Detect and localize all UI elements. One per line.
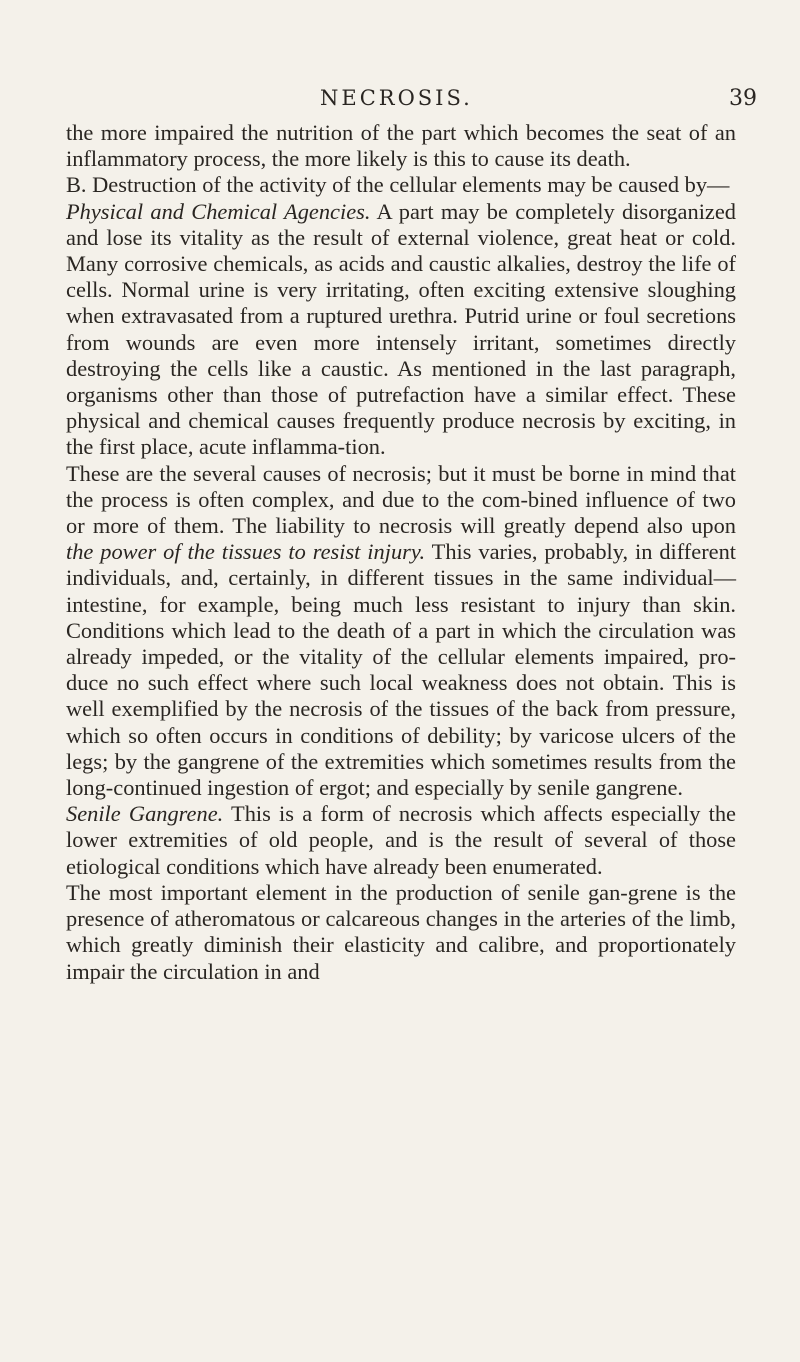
paragraph-text: This varies, probably, in different individuals, and, certainly, in different tissues in the same individual—intestine, for example, being much less resistant to injury than skin. Conditions which lead to the death of a part in which the circulation was already impeded, or the vitality of the cellular elements impaired, pro-duce no such effect where such local weakness does not obtain. This is well exemplified by the necrosis of the tissues of the back from pressure, which so often occurs in conditions of debility; by varicose ulcers of the legs; by the gangrene of the extremities which sometimes results from the long-continued ingestion of ergot; and especially by senile gangrene. (66, 539, 736, 801)
running-title: NECROSIS. (320, 86, 473, 110)
page-number: 39 (729, 86, 757, 111)
paragraph-text: A part may be completely disorganized and lose its vitality as the result of external violence, great heat or cold. Many corrosive chemicals, as acids and caustic alkalies, destroy the life of cells. Normal urine is very irritating, often exciting extensive sloughing when extravasated from a ruptured urethra. Putrid urine or foul secretions from wounds are even more intensely irritant, sometimes directly destroying the cells like a caustic. As mentioned in the last paragraph, organisms other than those of putrefaction have a similar effect. These physical and chemical causes frequently produce necrosis by exciting, in the first place, acute inflamma-tion. (66, 198, 736, 460)
paragraph-senile-gangrene (66, 801, 736, 880)
running-head (66, 86, 757, 116)
paragraph-text: These are the several causes of necrosis; but it must be borne in mind that the process is often complex, and due to the com-bined influence of two or more of them. The liability to necrosis will greatly depend also upon (66, 460, 736, 539)
paragraph-important-element: The most important element in the production of senile gan-grene is the presence of atheromatous or calcareous changes in the arteries of the limb, which greatly diminish their elasticity and calibre, and proportionately impair the circulation in and (66, 879, 736, 984)
section-heading-senile-gangrene: Senile Gangrene. (66, 801, 224, 827)
paragraph-destruction-causes: B. Destruction of the activity of the cellular elements may be caused by— (66, 172, 730, 198)
section-heading-physical-chemical: Physical and Chemical Agencies. (66, 198, 371, 224)
paragraph-continuation: the more impaired the nutrition of the part which becomes the seat of an inflammatory process, the more likely is this to cause its death. (66, 120, 736, 172)
body-text (66, 120, 736, 985)
emphasis-tissue-resistance: the power of the tissues to resist injury. (66, 539, 426, 565)
paragraph-physical-chemical (66, 199, 736, 461)
paragraph-text: This is a form of necrosis which affects especially the lower extremities of old people, and is the result of several of those etiological conditions which have already been enumerated. (66, 801, 736, 879)
paragraph-several-causes (66, 461, 736, 802)
